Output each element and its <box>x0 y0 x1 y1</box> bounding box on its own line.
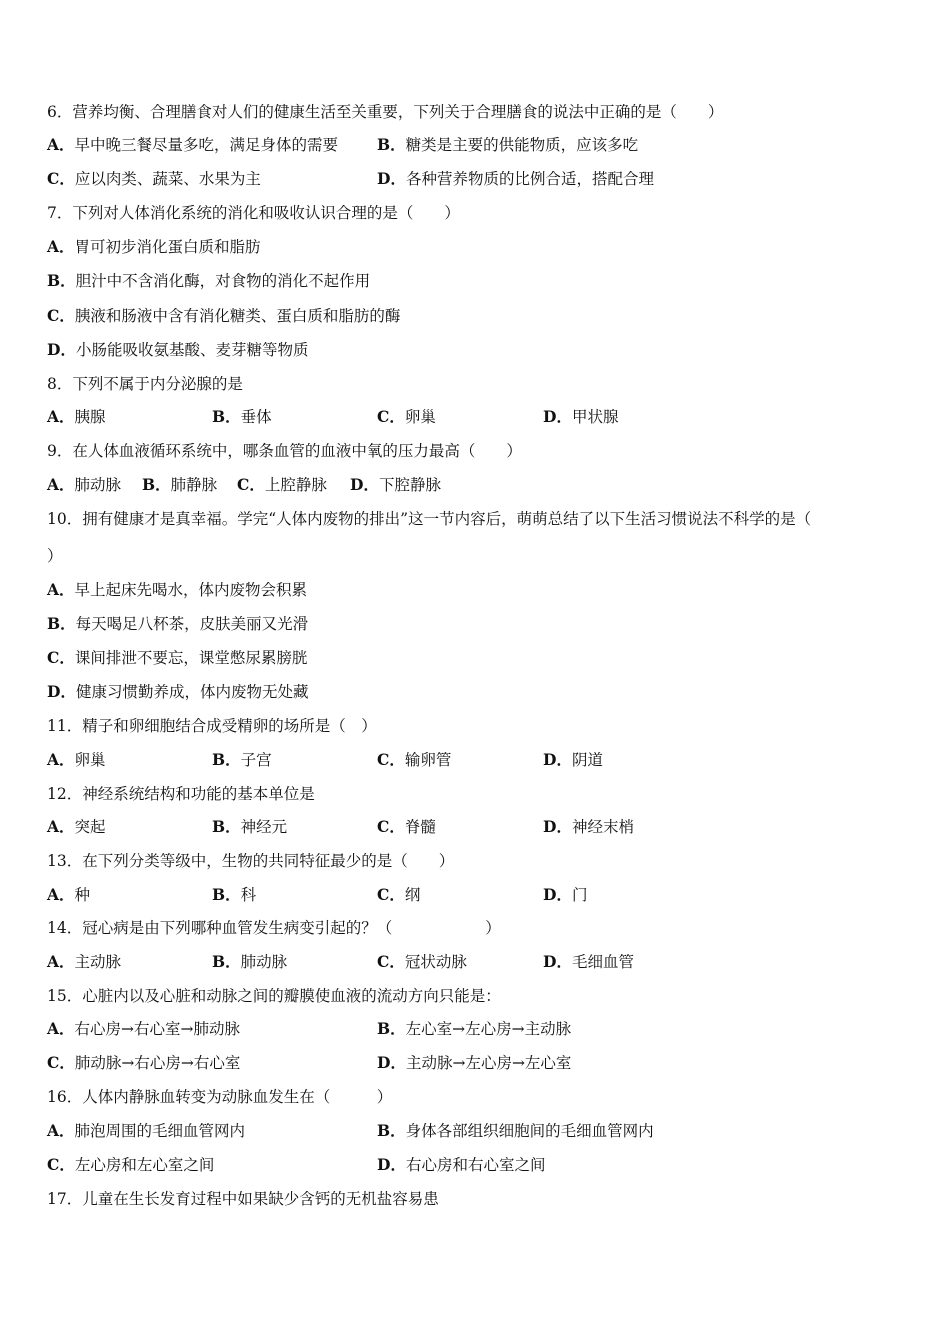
q7-option-b <box>47 269 370 293</box>
q12-option-a <box>47 815 106 839</box>
q7-option-c-letter: C． <box>47 306 75 325</box>
q12-option-a-letter: A． <box>47 817 75 836</box>
q11-option-a-letter: A． <box>47 750 75 769</box>
question-13-stem: 13．在下列分类等级中，生物的共同特征最少的是（ ） <box>47 852 455 870</box>
q10-option-c-text: 课间排泄不要忘，课堂憋尿累膀胱 <box>74 649 308 667</box>
q15-option-a <box>47 1017 240 1041</box>
q15-option-c <box>47 1051 240 1075</box>
q8-option-b-letter: B． <box>212 407 241 426</box>
q14-option-b <box>212 950 287 974</box>
q12-option-b <box>212 815 287 839</box>
q9-option-c-text: 上腔静脉 <box>264 476 327 494</box>
q13-option-d-letter: D． <box>543 885 572 904</box>
q13-option-c <box>377 883 420 907</box>
q9-option-d <box>350 473 441 497</box>
q10-option-d-text: 健康习惯勤养成，体内废物无处藏 <box>75 683 309 701</box>
q10-option-d <box>47 680 308 704</box>
q16-option-a-text: 肺泡周围的毛细血管网内 <box>74 1122 246 1140</box>
q7-option-b-text: 胆汁中不含消化酶，对食物的消化不起作用 <box>75 272 371 290</box>
q15-option-d <box>377 1051 571 1075</box>
q14-option-c-letter: C． <box>377 952 405 971</box>
question-16-stem: 16．人体内静脉血转变为动脉血发生在（ ） <box>47 1088 393 1106</box>
q13-option-c-text: 纲 <box>404 886 421 904</box>
q6-option-d-letter: D． <box>377 169 406 188</box>
q8-option-c-letter: C． <box>377 407 405 426</box>
q13-option-d-text: 门 <box>571 886 588 904</box>
q15-option-c-text: 肺动脉→右心房→右心室 <box>74 1054 241 1072</box>
q16-option-a-letter: A． <box>47 1121 75 1140</box>
q11-option-b-letter: B． <box>212 750 241 769</box>
q11-option-c-text: 输卵管 <box>404 751 452 769</box>
q8-option-a-text: 胰腺 <box>74 408 106 426</box>
q7-option-a <box>47 235 261 259</box>
q12-option-c-letter: C． <box>377 817 405 836</box>
q15-option-a-text: 右心房→右心室→肺动脉 <box>74 1020 241 1038</box>
q9-option-a <box>47 473 121 497</box>
q10-option-c-letter: C． <box>47 648 75 667</box>
q8-option-b-text: 垂体 <box>240 408 272 426</box>
q11-option-a-text: 卵巢 <box>74 751 106 769</box>
q13-option-b-letter: B． <box>212 885 241 904</box>
q16-option-b-letter: B． <box>377 1121 406 1140</box>
q16-option-c <box>47 1153 214 1177</box>
q9-option-a-text: 肺动脉 <box>74 476 122 494</box>
q9-option-b-letter: B． <box>142 475 171 494</box>
q10-option-a <box>47 578 307 602</box>
q15-option-b <box>377 1017 571 1041</box>
q16-option-b-text: 身体各部组织细胞间的毛细血管网内 <box>405 1122 654 1140</box>
q9-option-a-letter: A． <box>47 475 75 494</box>
q7-option-a-letter: A． <box>47 237 75 256</box>
q12-option-d-letter: D． <box>543 817 572 836</box>
question-8-stem: 8．下列不属于内分泌腺的是 <box>47 375 243 393</box>
q10-option-c <box>47 646 307 670</box>
q15-option-c-letter: C． <box>47 1053 75 1072</box>
q12-option-c <box>377 815 436 839</box>
q8-option-d <box>543 405 618 429</box>
q15-option-a-letter: A． <box>47 1019 75 1038</box>
q15-option-d-letter: D． <box>377 1053 406 1072</box>
q6-option-a-text: 早中晚三餐尽量多吃，满足身体的需要 <box>74 136 339 154</box>
q6-option-c <box>47 167 261 191</box>
q11-option-d <box>543 748 603 772</box>
question-17-stem: 17．儿童在生长发育过程中如果缺少含钙的无机盐容易患 <box>47 1190 439 1208</box>
question-12-stem: 12．神经系统结构和功能的基本单位是 <box>47 785 315 803</box>
q15-option-b-letter: B． <box>377 1019 406 1038</box>
q6-option-b-text: 糖类是主要的供能物质，应该多吃 <box>405 136 639 154</box>
q14-option-c-text: 冠状动脉 <box>404 953 467 971</box>
q10-option-b <box>47 612 308 636</box>
q12-option-b-text: 神经元 <box>240 818 288 836</box>
q10-option-b-letter: B． <box>47 614 76 633</box>
q8-option-a-letter: A． <box>47 407 75 426</box>
q9-option-b-text: 肺静脉 <box>170 476 218 494</box>
q16-option-d <box>377 1153 545 1177</box>
q6-option-d-text: 各种营养物质的比例合适，搭配合理 <box>405 170 654 188</box>
q15-option-b-text: 左心室→左心房→主动脉 <box>405 1020 572 1038</box>
q7-option-a-text: 胃可初步消化蛋白质和脂肪 <box>74 238 261 256</box>
q6-option-b-letter: B． <box>377 135 406 154</box>
q6-option-c-letter: C． <box>47 169 75 188</box>
q14-option-a-letter: A． <box>47 952 75 971</box>
q14-option-b-text: 肺动脉 <box>240 953 288 971</box>
q13-option-a-text: 种 <box>74 886 91 904</box>
q8-option-b <box>212 405 272 429</box>
q14-option-d-letter: D． <box>543 952 572 971</box>
q13-option-a <box>47 883 90 907</box>
q15-option-d-text: 主动脉→左心房→左心室 <box>405 1054 572 1072</box>
q9-option-b <box>142 473 217 497</box>
q16-option-c-letter: C． <box>47 1155 75 1174</box>
q9-option-d-letter: D． <box>350 475 379 494</box>
q8-option-c-text: 卵巢 <box>404 408 436 426</box>
question-10-stem-continued: ） <box>47 547 63 565</box>
q7-option-d-letter: D． <box>47 340 76 359</box>
q14-option-c <box>377 950 467 974</box>
q13-option-a-letter: A． <box>47 885 75 904</box>
q11-option-d-text: 阴道 <box>571 751 603 769</box>
q11-option-c-letter: C． <box>377 750 405 769</box>
q6-option-b <box>377 133 638 157</box>
q11-option-d-letter: D． <box>543 750 572 769</box>
q16-option-b <box>377 1119 654 1143</box>
question-15-stem: 15．心脏内以及心脏和动脉之间的瓣膜使血液的流动方向只能是： <box>47 987 501 1005</box>
question-14-stem: 14．冠心病是由下列哪种血管发生病变引起的？（ ） <box>47 919 501 937</box>
q12-option-c-text: 脊髓 <box>404 818 436 836</box>
q13-option-c-letter: C． <box>377 885 405 904</box>
q16-option-d-text: 右心房和右心室之间 <box>405 1156 546 1174</box>
q14-option-a-text: 主动脉 <box>74 953 122 971</box>
question-7-stem: 7．下列对人体消化系统的消化和吸收认识合理的是（ ） <box>47 204 460 222</box>
q12-option-d <box>543 815 634 839</box>
q12-option-b-letter: B． <box>212 817 241 836</box>
question-6-stem: 6．营养均衡、合理膳食对人们的健康生活至关重要，下列关于合理膳食的说法中正确的是（ ） <box>47 103 724 121</box>
q7-option-c <box>47 304 400 328</box>
q11-option-a <box>47 748 106 772</box>
q10-option-a-letter: A． <box>47 580 75 599</box>
q13-option-b-text: 科 <box>240 886 257 904</box>
q7-option-d-text: 小肠能吸收氨基酸、麦芽糖等物质 <box>75 341 309 359</box>
q10-option-a-text: 早上起床先喝水，体内废物会积累 <box>74 581 308 599</box>
q12-option-d-text: 神经末梢 <box>571 818 634 836</box>
q6-option-a-letter: A． <box>47 135 75 154</box>
q11-option-b <box>212 748 272 772</box>
q13-option-d <box>543 883 587 907</box>
q16-option-c-text: 左心房和左心室之间 <box>74 1156 215 1174</box>
q8-option-a <box>47 405 106 429</box>
q16-option-d-letter: D． <box>377 1155 406 1174</box>
q10-option-b-text: 每天喝足八杯茶，皮肤美丽又光滑 <box>75 615 309 633</box>
q12-option-a-text: 突起 <box>74 818 106 836</box>
q11-option-c <box>377 748 451 772</box>
q14-option-a <box>47 950 121 974</box>
q8-option-c <box>377 405 436 429</box>
q10-option-d-letter: D． <box>47 682 76 701</box>
q9-option-d-text: 下腔静脉 <box>378 476 441 494</box>
q6-option-d <box>377 167 654 191</box>
q14-option-d-text: 毛细血管 <box>571 953 634 971</box>
q11-option-b-text: 子宫 <box>240 751 272 769</box>
q9-option-c <box>237 473 327 497</box>
question-10-stem: 10．拥有健康才是真幸福。学完“人体内废物的排出”这一节内容后，萌萌总结了以下生活习惯说法不科学的是（ <box>47 510 812 528</box>
question-9-stem: 9．在人体血液循环系统中，哪条血管的血液中氧的压力最高（ ） <box>47 442 522 460</box>
q14-option-b-letter: B． <box>212 952 241 971</box>
q9-option-c-letter: C． <box>237 475 265 494</box>
q8-option-d-letter: D． <box>543 407 572 426</box>
q6-option-c-text: 应以肉类、蔬菜、水果为主 <box>74 170 261 188</box>
q13-option-b <box>212 883 256 907</box>
question-11-stem: 11．精子和卵细胞结合成受精卵的场所是（ ） <box>47 717 377 735</box>
q6-option-a <box>47 133 338 157</box>
q8-option-d-text: 甲状腺 <box>571 408 619 426</box>
q16-option-a <box>47 1119 245 1143</box>
q7-option-c-text: 胰液和肠液中含有消化糖类、蛋白质和脂肪的酶 <box>74 307 401 325</box>
q7-option-d <box>47 338 308 362</box>
q7-option-b-letter: B． <box>47 271 76 290</box>
q14-option-d <box>543 950 634 974</box>
